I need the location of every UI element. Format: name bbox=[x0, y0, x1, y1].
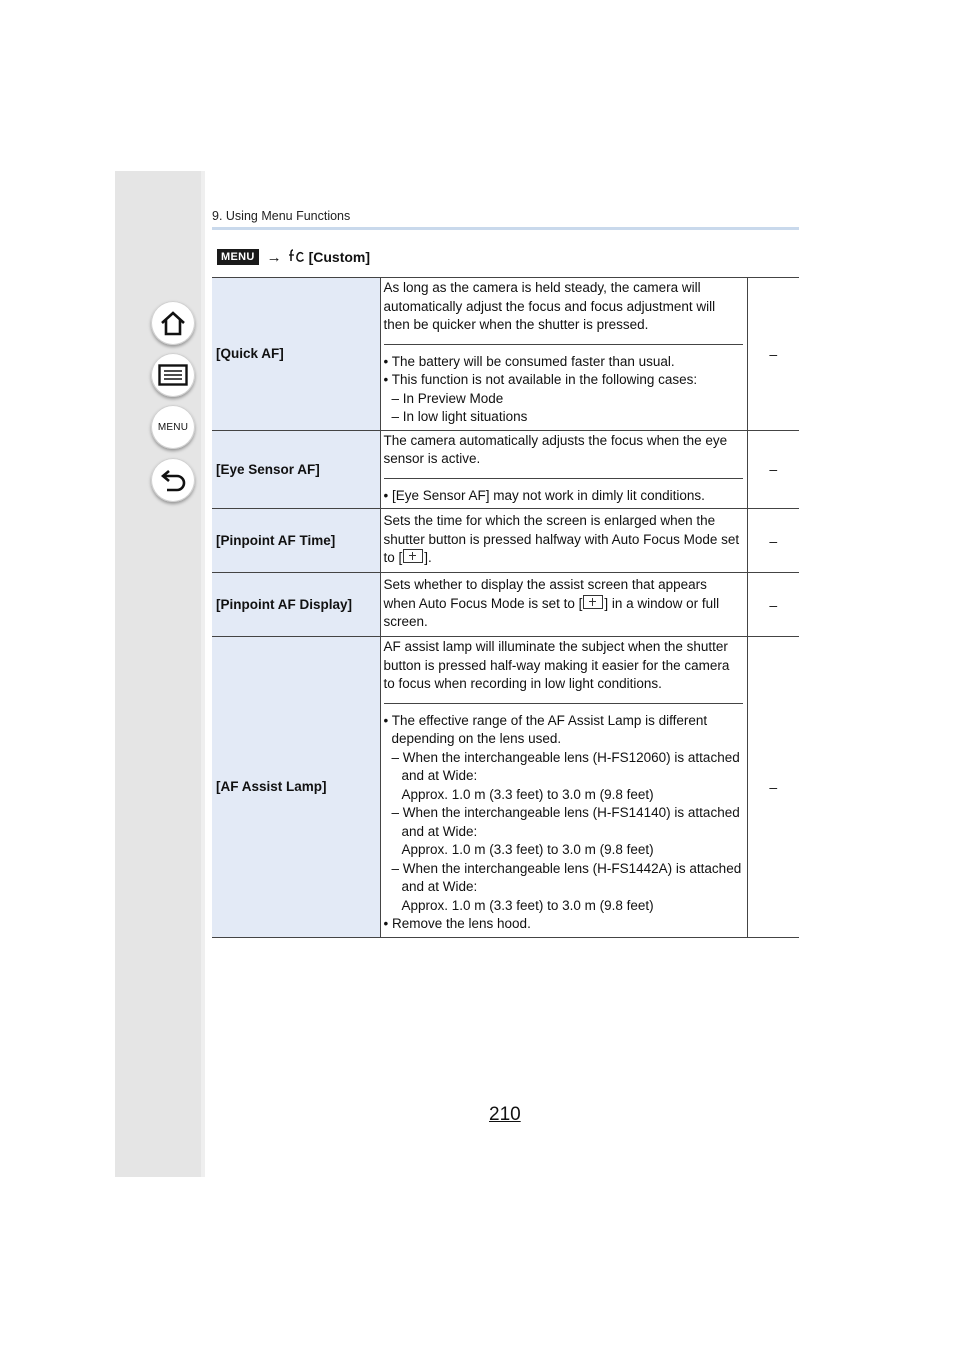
arrow-icon: → bbox=[266, 248, 282, 266]
contents-button[interactable] bbox=[151, 353, 195, 397]
list-icon bbox=[158, 364, 188, 386]
setting-name: [Pinpoint AF Display] bbox=[212, 573, 380, 637]
settings-table bbox=[212, 277, 799, 938]
setting-name: [AF Assist Lamp] bbox=[212, 637, 380, 938]
range-text: Approx. 1.0 m (3.3 feet) to 3.0 m (9.8 feet) bbox=[401, 842, 654, 857]
table-row bbox=[212, 573, 799, 637]
range-text: Approx. 1.0 m (3.3 feet) to 3.0 m (9.8 feet) bbox=[401, 897, 654, 913]
note-item: • Remove the lens hood. bbox=[383, 916, 531, 931]
note-subitem: – When the interchangeable lens (H-FS12060) is attached and at Wide: bbox=[391, 749, 740, 783]
note-item: • This function is not available in the following cases: bbox=[383, 372, 698, 387]
menu-list-button[interactable] bbox=[151, 405, 195, 449]
note-subitem: – In Preview Mode bbox=[391, 390, 504, 406]
description-text: As long as the camera is held steady, the camera will automatically adjust the focus and focus adjustment will then be quicker when the shutter is pressed. bbox=[383, 280, 716, 332]
description-text: The camera automatically adjusts the focus when the eye sensor is active. bbox=[383, 432, 728, 466]
note-subitem: – When the interchangeable lens (H-FS1442A) is attached and at Wide: bbox=[391, 860, 742, 894]
note-subitem: – When the interchangeable lens (H-FS14140) is attached and at Wide: bbox=[391, 805, 740, 839]
setting-value: – bbox=[747, 430, 799, 509]
setting-value: – bbox=[747, 278, 799, 431]
setting-value: – bbox=[747, 637, 799, 938]
description-text: AF assist lamp will illuminate the subject when the shutter button is pressed half-way making it easier for the camera to focus when recording in low light conditions. bbox=[383, 639, 730, 691]
menu-button-label: MENU bbox=[157, 421, 189, 433]
setting-description bbox=[380, 637, 747, 938]
note-item: • The effective range of the AF Assist Lamp is different depending on the lens used. bbox=[383, 712, 708, 746]
custom-settings-icon bbox=[288, 248, 305, 266]
pinpoint-af-icon bbox=[403, 549, 423, 563]
setting-description bbox=[380, 430, 747, 509]
back-arrow-icon bbox=[159, 467, 187, 493]
menu-badge: MENU bbox=[217, 249, 259, 265]
setting-value: – bbox=[747, 509, 799, 573]
setting-value: – bbox=[747, 573, 799, 637]
table-row bbox=[212, 637, 799, 938]
table-row bbox=[212, 278, 799, 431]
setting-description: Sets whether to display the assist screen that appears when Auto Focus Mode is set to [ ] in a window or full screen. bbox=[380, 573, 747, 637]
setting-name: [Pinpoint AF Time] bbox=[212, 509, 380, 573]
setting-name: [Eye Sensor AF] bbox=[212, 430, 380, 509]
note-item: • [Eye Sensor AF] may not work in dimly lit conditions. bbox=[383, 487, 705, 503]
section-header: 9. Using Menu Functions bbox=[212, 209, 351, 223]
sidebar-edge bbox=[201, 171, 205, 1177]
home-button[interactable] bbox=[151, 301, 195, 345]
note-item: • The battery will be consumed faster than usual. bbox=[383, 353, 675, 369]
table-row bbox=[212, 509, 799, 573]
back-button[interactable] bbox=[151, 458, 195, 502]
table-row bbox=[212, 430, 799, 509]
pinpoint-af-icon bbox=[583, 595, 603, 609]
header-rule bbox=[212, 227, 799, 230]
setting-description bbox=[380, 278, 747, 431]
setting-description: Sets the time for which the screen is enlarged when the shutter button is pressed halfway with Auto Focus Mode set to [ ]. bbox=[380, 509, 747, 573]
note-subitem: – In low light situations bbox=[391, 409, 528, 424]
menu-path bbox=[217, 247, 370, 267]
custom-label: [Custom] bbox=[308, 249, 371, 265]
page-number: 210 bbox=[489, 1104, 521, 1125]
setting-name: [Quick AF] bbox=[212, 278, 380, 431]
home-icon bbox=[159, 310, 187, 336]
range-text: Approx. 1.0 m (3.3 feet) to 3.0 m (9.8 feet) bbox=[401, 786, 654, 802]
